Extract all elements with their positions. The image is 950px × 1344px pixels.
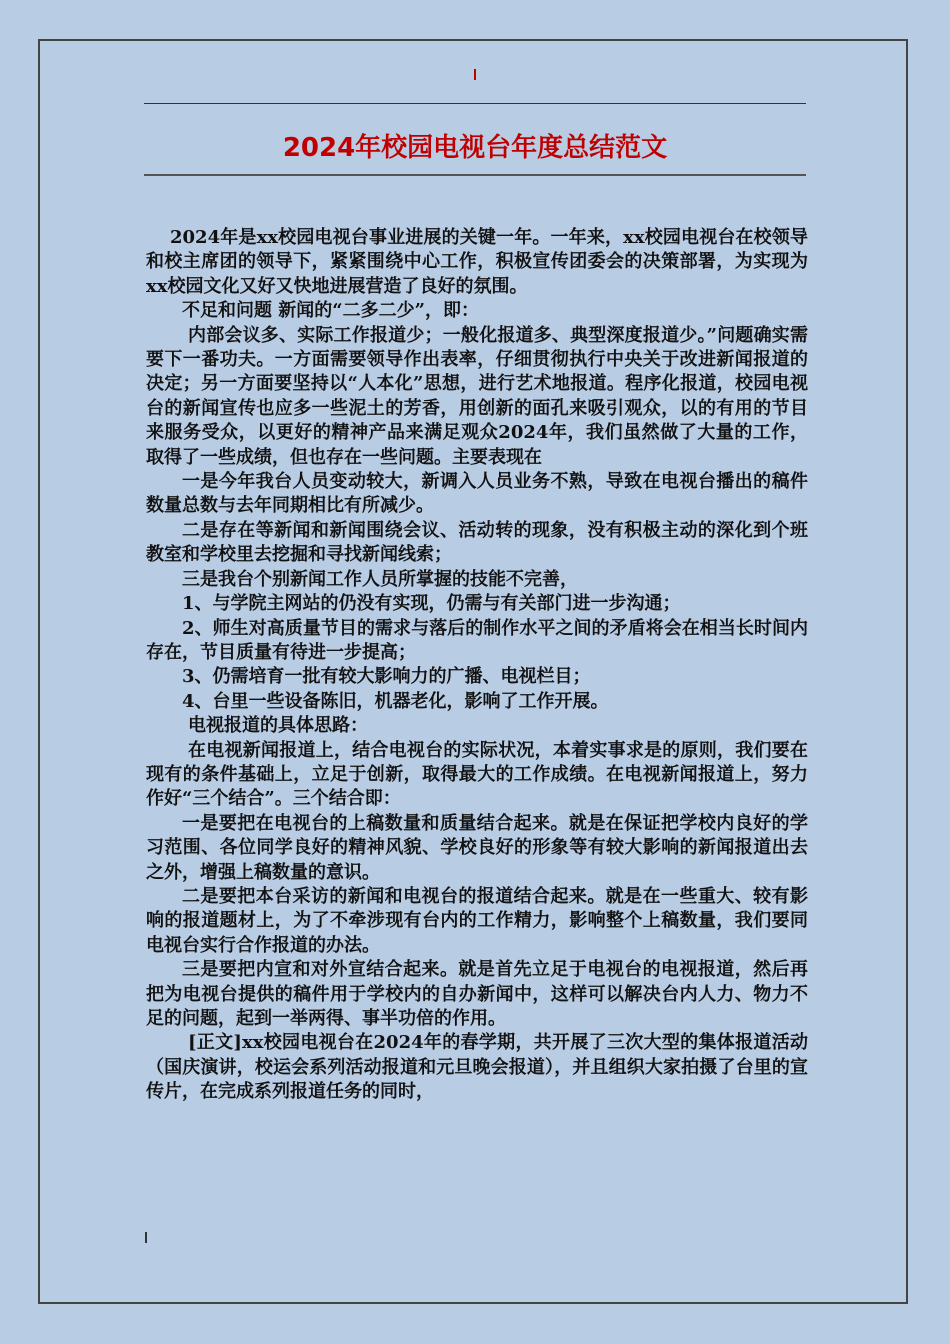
body-paragraph: 内部会议多、实际工作报道少；一般化报道多、典型深度报道少。”问题确实需要下一番功夫。一方面需要领导作出表率，仔细贯彻执行中央关于改进新闻报道的决定；另一方面要坚持以“人本化”思想，进行艺术地报道。程序化报道，校园电视台的新闻宣传也应多一些泥土的芳香，用创新的面孔来吸引观众，以的有用的节目来服务受众，以更好的精神产品来满足观众2024年，我们虽然做了大量的工作，取得了一些成绩，但也存在一些问题。主要表现在 [146, 324, 808, 468]
document-title: 2024年校园电视台年度总结范文 [282, 133, 668, 163]
body-paragraph: 1、与学院主网站的仍没有实现，仍需与有关部门进一步沟通； [182, 593, 681, 615]
header-rule [144, 103, 806, 104]
body-paragraph: 一是要把在电视台的上稿数量和质量结合起来。就是在保证把学校内良好的学习范围、各位同学良好的精神风貌、学校良好的形象等有较大影响的新闻报道出去之外，增强上稿数量的意识。 [146, 812, 808, 883]
document-body [146, 226, 808, 1105]
body-paragraph: 2024年是xx校园电视台事业进展的关键一年。一年来，xx校园电视台在校领导和校主席团的领导下，紧紧围绕中心工作，积极宣传团委会的决策部署，为实现为xx校园文化又好又快地进展营造了良好的氛围。 [146, 227, 808, 297]
body-paragraph: 3、仍需培育一批有较大影响力的广播、电视栏目； [182, 666, 591, 688]
body-paragraph: 三是我台个别新闻工作人员所掌握的技能不完善， [182, 568, 578, 590]
body-paragraph: [正文]xx校园电视台在2024年的春学期，共开展了三次大型的集体报道活动（国庆演讲，校运会系列活动报道和元旦晚会报道），并且组织大家拍摄了台里的宣传片，在完成系列报道任务的同时， [146, 1032, 808, 1103]
footer-mark [145, 1232, 147, 1243]
body-paragraph: 电视报道的具体思路： [188, 715, 368, 737]
header-mark [474, 69, 476, 80]
body-paragraph: 2、师生对高质量节目的需求与落后的制作水平之间的矛盾将会在相当长时间内存在，节目质量有待进一步提高； [146, 617, 808, 663]
body-paragraph: 不足和问题 新闻的“二多二少”，即： [182, 300, 479, 322]
body-paragraph: 二是存在等新闻和新闻围绕会议、活动转的现象，没有积极主动的深化到个班教室和学校里去挖掘和寻找新闻线索； [146, 519, 808, 566]
body-paragraph: 一是今年我台人员变动较大，新调入人员业务不熟，导致在电视台播出的稿件数量总数与去年同期相比有所减少。 [146, 471, 808, 517]
title-rule [144, 174, 806, 176]
body-paragraph: 三是要把内宣和对外宣结合起来。就是首先立足于电视台的电视报道，然后再把为电视台提供的稿件用于学校内的自办新闻中，这样可以解决台内人力、物力不足的问题，起到一举两得、事半功倍的作用。 [146, 959, 808, 1029]
body-paragraph: 二是要把本台采访的新闻和电视台的报道结合起来。就是在一些重大、较有影响的报道题材上，为了不牵涉现有台内的工作精力，影响整个上稿数量，我们要同电视台实行合作报道的办法。 [146, 885, 808, 956]
body-paragraph: 在电视新闻报道上，结合电视台的实际状况，本着实事求是的原则，我们要在现有的条件基础上，立足于创新，取得最大的工作成绩。在电视新闻报道上，努力作好“三个结合”。三个结合即： [146, 739, 808, 810]
body-paragraph: 4、台里一些设备陈旧，机器老化，影响了工作开展。 [182, 690, 609, 712]
